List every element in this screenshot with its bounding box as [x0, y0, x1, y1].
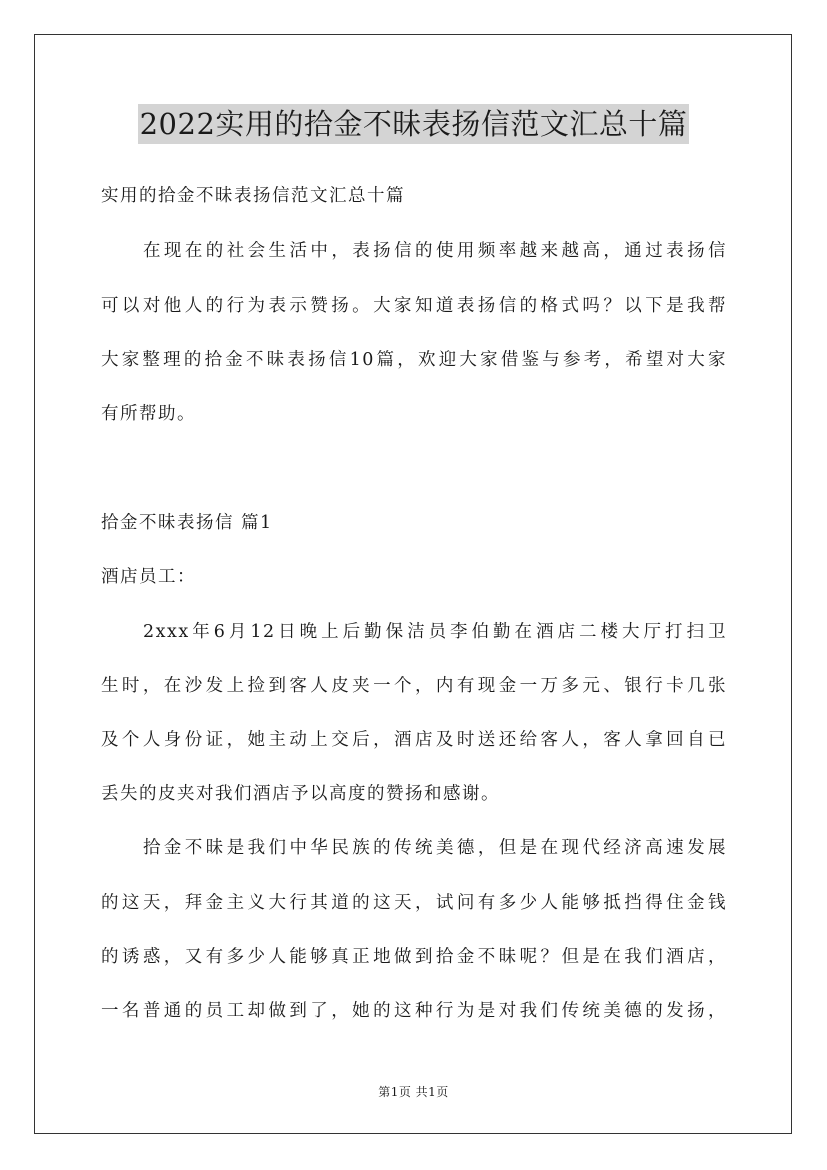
document-title: 2022实用的拾金不昧表扬信范文汇总十篇: [138, 104, 690, 144]
intro-line-2: 可以对他人的行为表示赞扬。大家知道表扬信的格式吗？以下是我帮: [101, 296, 727, 316]
salutation: 酒店员工：: [101, 567, 196, 587]
intro-line-3: 大家整理的拾金不昧表扬信10篇，欢迎大家借鉴与参考，希望对大家: [101, 350, 727, 370]
para2-line-2: 的这天，拜金主义大行其道的这天，试问有多少人能够抵挡得住金钱: [101, 893, 727, 913]
section-heading: 拾金不昧表扬信 篇1: [101, 513, 273, 533]
title-container: [0, 104, 827, 144]
para2-line-4: 一名普通的员工却做到了，她的这种行为是对我们传统美德的发扬，: [101, 1001, 727, 1021]
para2-line-3: 的诱惑，又有多少人能够真正地做到拾金不昧呢？但是在我们酒店，: [101, 947, 727, 967]
para2-line-1: 拾金不昧是我们中华民族的传统美德，但是在现代经济高速发展: [143, 838, 727, 858]
para1-line-3: 及个人身份证，她主动上交后，酒店及时送还给客人，客人拿回自已: [101, 730, 727, 750]
para1-line-2: 生时，在沙发上捡到客人皮夹一个，内有现金一万多元、银行卡几张: [101, 676, 727, 696]
para1-line-1: 2xxx年6月12日晚上后勤保洁员李伯勤在酒店二楼大厅打扫卫: [143, 622, 727, 642]
para1-line-4: 丢失的皮夹对我们酒店予以高度的赞扬和感谢。: [101, 784, 500, 804]
page-footer: 第1页 共1页: [378, 1085, 449, 1099]
document-subtitle: 实用的拾金不昧表扬信范文汇总十篇: [101, 186, 405, 206]
intro-line-1: 在现在的社会生活中，表扬信的使用频率越来越高，通过表扬信: [143, 241, 727, 261]
intro-line-4: 有所帮助。: [101, 404, 196, 424]
